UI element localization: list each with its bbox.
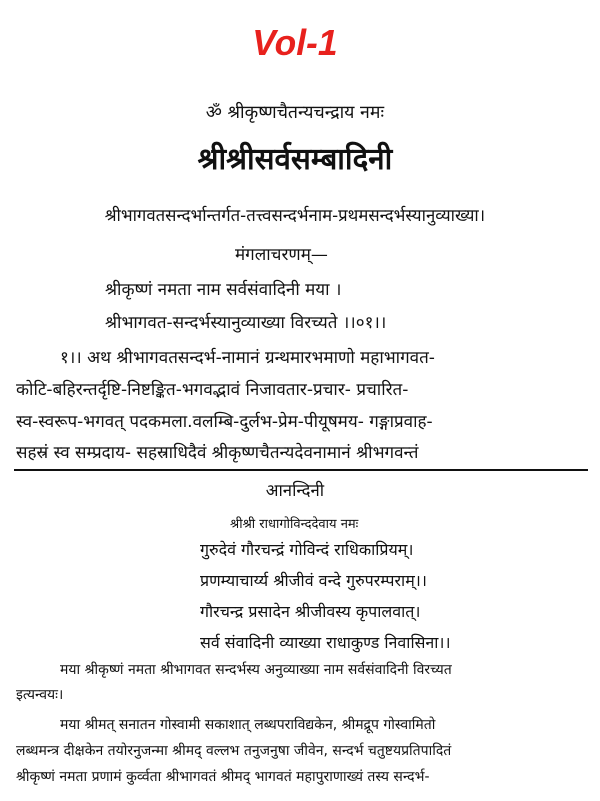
paragraph1-line-4: सहस्रं स्व सम्प्रदाय- सहस्राधिदैवं श्रीकृष्णचैतन्यदेवनामानं श्रीभगवन्तं — [16, 443, 419, 463]
opening-verse-line-1: श्रीकृष्णं नमता नाम सर्वसंवादिनी मया । — [105, 280, 342, 300]
paragraph1-line-1: १।। अथ श्रीभागवतसन्दर्भ-नामानं ग्रन्थमारभमाणो महाभागवत- — [60, 348, 435, 368]
commentary-body-line-1: मया श्रीकृष्णं नमता श्रीभागवत सन्दर्भस्य अनुव्याख्या नाम सर्वसंवादिनी विरच्यत — [60, 662, 452, 678]
commentary-verse-2: प्रणम्याचार्य्य श्रीजीवं वन्दे गुरुपरम्पराम्।। — [200, 571, 427, 590]
commentary-body-line-2: इत्यन्वयः। — [16, 687, 64, 703]
commentary-body-line-4: लब्धमन्त्र दीक्षकेन तयोरनुजन्मा श्रीमद् वल्लभ तनुजनुषा जीवेन, सन्दर्भ चतुष्टयप्रतिपादितं — [16, 743, 452, 759]
page-subtitle: श्रीभागवतसन्दर्भान्तर्गत-तत्त्वसन्दर्भनाम-प्रथमसन्दर्भस्यानुव्याख्या। — [104, 206, 486, 226]
section-divider — [14, 469, 588, 471]
page-title: श्रीश्रीसर्वसम्बादिनी — [197, 142, 393, 177]
paragraph1-line-2: कोटि-बहिरन्तर्दृष्टि-निष्टङ्कित-भगवद्भावं निजावतार-प्रचार- प्रचारित- — [16, 380, 409, 400]
commentary-body-line-5: श्रीकृष्णं नमता प्रणामं कुर्व्वता श्रीभागवतं श्रीमद् भागवतं महापुराणाख्यं तस्य सन्दर्भ- — [16, 769, 430, 785]
volume-label: Vol-1 — [252, 22, 338, 63]
commentary-verse-3: गौरचन्द्र प्रसादेन श्रीजीवस्य कृपालवात्। — [200, 602, 421, 621]
commentary-verse-1: गुरुदेवं गौरचन्द्रं गोविन्दं राधिकाप्रियम्। — [200, 540, 414, 559]
commentary-verse-4: सर्व संवादिनी व्याख्या राधाकुण्ड निवासिना।। — [200, 633, 451, 652]
dedication-line: श्रीश्री राधागोविन्ददेवाय नमः — [230, 517, 359, 532]
commentary-body-line-3: मया श्रीमत् सनातन गोस्वामी सकाशात् लब्धपराविद्यकेन, श्रीमद्रूप गोस्वामितो — [60, 717, 436, 733]
invocation-line: ॐ श्रीकृष्णचैतन्यचन्द्राय नमः — [205, 102, 385, 123]
commentary-heading: आनन्दिनी — [265, 481, 325, 501]
mangalacharanam-heading: मंगलाचरणम्— — [235, 245, 328, 265]
opening-verse-line-2: श्रीभागवत-सन्दर्भस्यानुव्याख्या विरच्यते ।।०१।। — [105, 313, 387, 333]
paragraph1-line-3: स्व-स्वरूप-भगवत् पदकमला.वलम्बि-दुर्लभ-प्रेम-पीयूषमय- गङ्गाप्रवाह- — [16, 412, 433, 432]
